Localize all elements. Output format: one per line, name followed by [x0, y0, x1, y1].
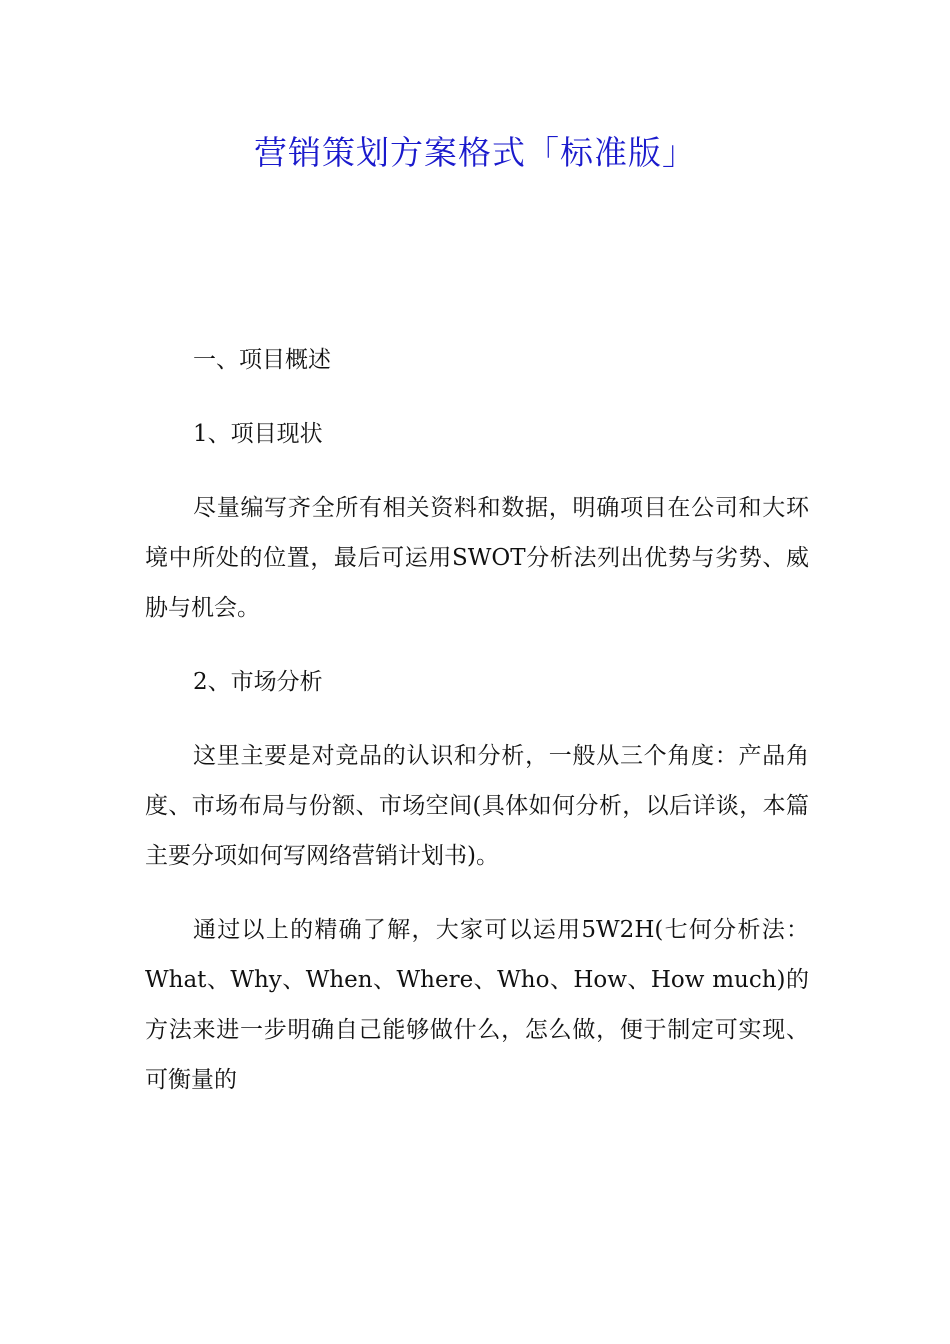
document-title: 营销策划方案格式「标准版」 — [254, 133, 696, 172]
subsection-heading-market: 2、市场分析 — [193, 669, 323, 695]
subsection-heading-status: 1、项目现状 — [193, 421, 323, 447]
paragraph-5w2h: 通过以上的精确了解，大家可以运用5W2H(七何分析法：What、Why、When、Where、Who、How、How much)的方法来进一步明确自己能够做什么，怎么做，便于制定可实现、可衡量的 — [145, 917, 809, 1093]
section-heading-overview: 一、项目概述 — [193, 347, 331, 373]
document-body — [145, 335, 809, 1129]
paragraph-status: 尽量编写齐全所有相关资料和数据，明确项目在公司和大环境中所处的位置，最后可运用SWOT分析法列出优势与劣势、威胁与机会。 — [145, 495, 809, 621]
paragraph-market: 这里主要是对竞品的认识和分析，一般从三个角度：产品角度、市场布局与份额、市场空间(具体如何分析，以后详谈，本篇主要分项如何写网络营销计划书)。 — [145, 743, 809, 869]
